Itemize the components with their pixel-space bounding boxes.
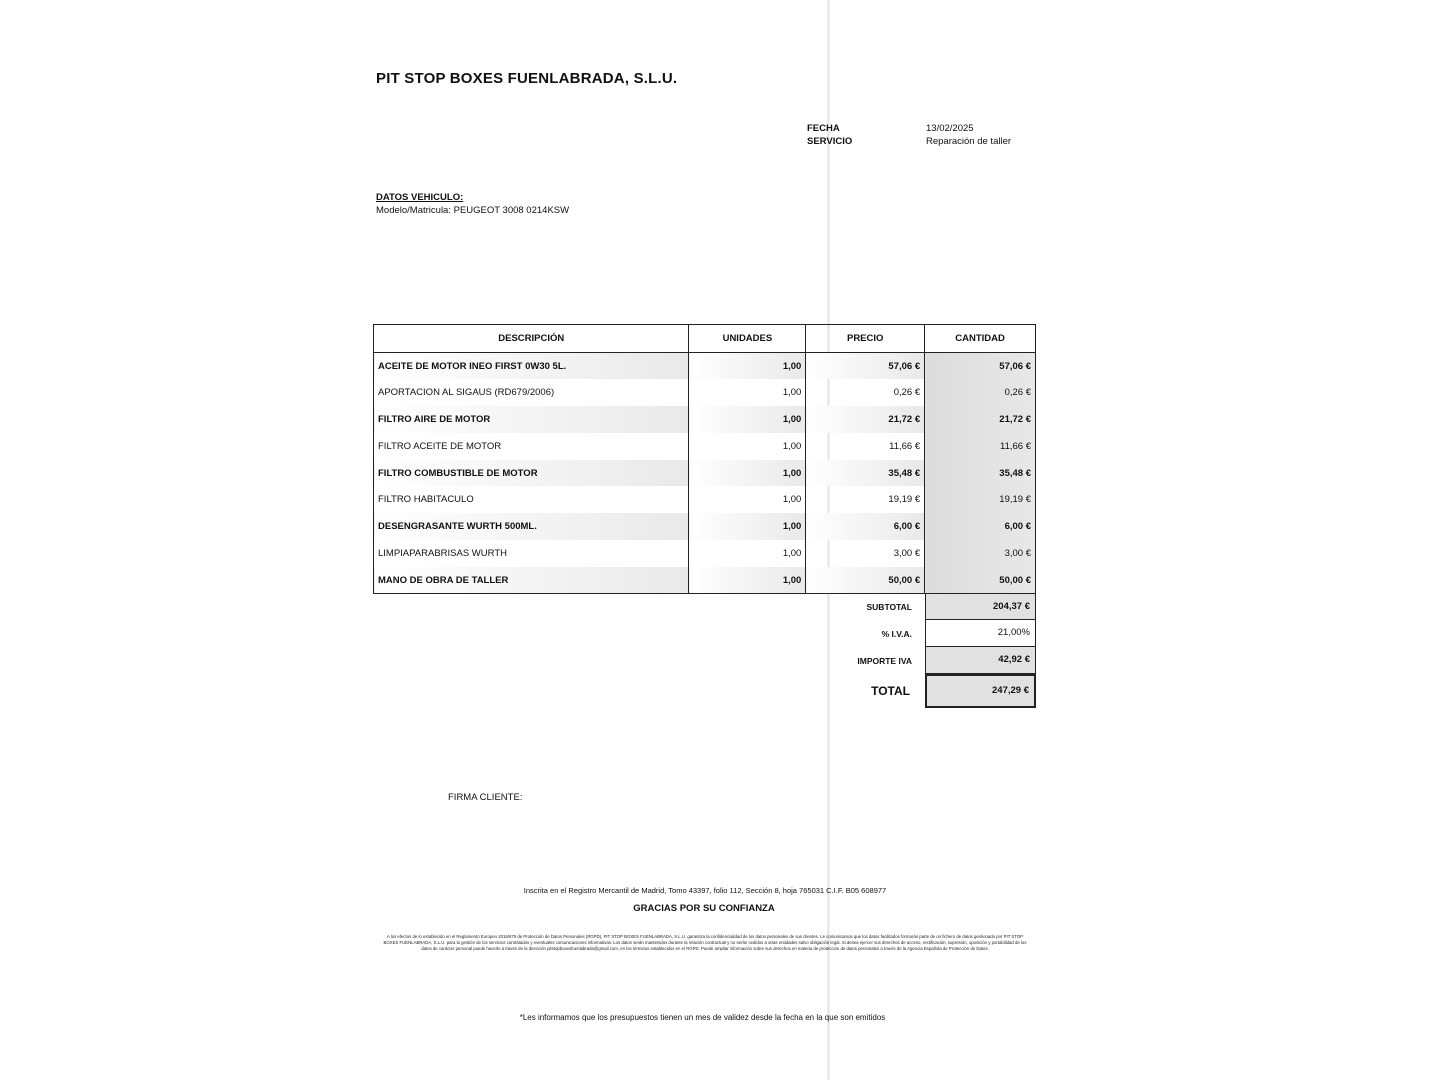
- table-header-row: [374, 325, 1036, 353]
- mercantile-registry-text: Inscrita en el Registro Mercantil de Madrid, Tomo 43397, folio 112, Sección 8, hoja 765031 C.I.F. B05 608977: [523, 886, 887, 895]
- row-units: 1,00: [689, 353, 806, 380]
- table-row: [374, 433, 1036, 460]
- row-amount: 21,72 €: [925, 406, 1036, 433]
- table-row: [374, 379, 1036, 406]
- header-units: UNIDADES: [689, 325, 806, 353]
- header-amount: CANTIDAD: [925, 325, 1036, 353]
- iva-rate-value: 21,00%: [925, 620, 1036, 647]
- table-row: [374, 353, 1036, 380]
- invoice-meta: [807, 122, 1011, 148]
- iva-amount-value: 42,92 €: [925, 647, 1036, 674]
- row-units: 1,00: [689, 379, 806, 406]
- iva-rate-row: [840, 620, 1036, 647]
- service-value: Reparación de taller: [926, 136, 1012, 147]
- customer-signature-label: FIRMA CLIENTE:: [448, 792, 523, 803]
- date-label: FECHA: [807, 123, 840, 134]
- row-units: 1,00: [689, 460, 806, 487]
- subtotal-label: SUBTOTAL: [866, 601, 912, 612]
- row-description: FILTRO HABITACULO: [374, 486, 689, 513]
- row-amount: 35,48 €: [925, 460, 1036, 487]
- row-amount: 3,00 €: [925, 540, 1036, 567]
- total-label: TOTAL: [871, 684, 910, 698]
- vehicle-title: DATOS VEHICULO:: [376, 192, 464, 203]
- totals-block: [840, 593, 1036, 708]
- meta-row-date: [807, 122, 1011, 135]
- row-price: 3,00 €: [806, 540, 925, 567]
- row-price: 21,72 €: [806, 406, 925, 433]
- row-amount: 11,66 €: [925, 433, 1036, 460]
- header-description: DESCRIPCIÓN: [374, 325, 689, 353]
- subtotal-value: 204,37 €: [925, 593, 1036, 620]
- subtotal-row: [840, 593, 1036, 620]
- row-description: LIMPIAPARABRISAS WURTH: [374, 540, 689, 567]
- iva-amount-label: IMPORTE IVA: [857, 655, 912, 666]
- row-description: FILTRO ACEITE DE MOTOR: [374, 433, 689, 460]
- table-row: [374, 406, 1036, 433]
- row-price: 50,00 €: [806, 567, 925, 594]
- total-value: 247,29 €: [925, 674, 1036, 708]
- vehicle-data: [376, 191, 569, 217]
- meta-row-service: [807, 135, 1011, 148]
- row-units: 1,00: [689, 540, 806, 567]
- thanks-message: GRACIAS POR SU CONFIANZA: [633, 903, 775, 914]
- row-units: 1,00: [689, 513, 806, 540]
- row-amount: 19,19 €: [925, 486, 1036, 513]
- date-value: 13/02/2025: [926, 123, 974, 134]
- total-row: [840, 674, 1036, 708]
- row-price: 11,66 €: [806, 433, 925, 460]
- company-name: PIT STOP BOXES FUENLABRADA, S.L.U.: [376, 70, 678, 87]
- row-description: DESENGRASANTE WURTH 500ML.: [374, 513, 689, 540]
- iva-amount-row: [840, 647, 1036, 674]
- service-label: SERVICIO: [807, 136, 853, 147]
- row-description: APORTACION AL SIGAUS (RD679/2006): [374, 379, 689, 406]
- vehicle-model-plate: Modelo/Matricula: PEUGEOT 3008 0214KSW: [376, 205, 570, 216]
- row-price: 57,06 €: [806, 353, 925, 380]
- row-amount: 6,00 €: [925, 513, 1036, 540]
- row-amount: 57,06 €: [925, 353, 1036, 380]
- row-units: 1,00: [689, 486, 806, 513]
- table-row: [374, 460, 1036, 487]
- table-row: [374, 513, 1036, 540]
- table-row: [374, 567, 1036, 594]
- row-amount: 0,26 €: [925, 379, 1036, 406]
- row-price: 19,19 €: [806, 486, 925, 513]
- validity-note: *Les informamos que los presupuestos tienen un mes de validez desde la fecha en la que son emitidos: [519, 1013, 886, 1022]
- row-description: FILTRO COMBUSTIBLE DE MOTOR: [374, 460, 689, 487]
- row-price: 35,48 €: [806, 460, 925, 487]
- row-amount: 50,00 €: [925, 567, 1036, 594]
- privacy-legal-text: A los efectos de lo establecido en el Reglamento Europeo 2016/679 de Protección de Datos Personales (RGPD), PIT STOP BOXES FUENLABRADA, S.L.U. garantiza la confidencialidad de los datos personales de sus clientes. Le comunicamos que los datos facilitados formarán parte de un fichero de datos gestionado por PIT STOP BOXES FUENLABRADA, S.L.U. para la gestión de los servicios contratados y eventuales comunicaciones informativas. Los datos serán mantenidos durante la relación contractual y no serán cedidos a otras entidades salvo obligación legal. Si desea ejercer sus derechos de acceso, rectificación, supresión, oposición y portabilidad de los datos de carácter personal puede hacerlo a través de la dirección pitstopboxesfuenlabrada@gmail.com, en los términos establecidos en el RGPD. Puede ampliar información sobre sus derechos en materia de protección de datos personales a través de la Agencia Española de Protección de Datos.: [383, 934, 1027, 951]
- iva-rate-label: % I.V.A.: [881, 628, 912, 639]
- table-row: [374, 540, 1036, 567]
- items-table: [373, 324, 1036, 594]
- table-row: [374, 486, 1036, 513]
- header-price: PRECIO: [806, 325, 925, 353]
- row-units: 1,00: [689, 433, 806, 460]
- row-description: ACEITE DE MOTOR INEO FIRST 0W30 5L.: [374, 353, 689, 380]
- row-description: FILTRO AIRE DE MOTOR: [374, 406, 689, 433]
- row-units: 1,00: [689, 567, 806, 594]
- row-description: MANO DE OBRA DE TALLER: [374, 567, 689, 594]
- row-price: 6,00 €: [806, 513, 925, 540]
- row-units: 1,00: [689, 406, 806, 433]
- row-price: 0,26 €: [806, 379, 925, 406]
